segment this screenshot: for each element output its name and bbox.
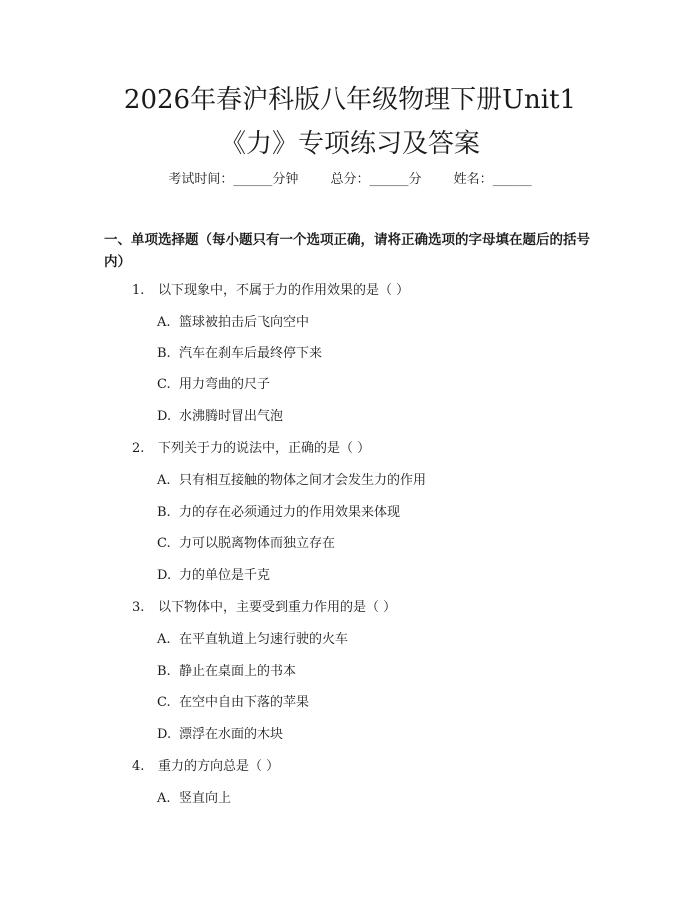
question-text: 以下现象中，不属于力的作用效果的是（ ） bbox=[158, 283, 410, 298]
exam-time: 考试时间：______分钟 bbox=[168, 172, 299, 187]
exam-score: 总分：______分 bbox=[330, 172, 422, 187]
option-letter: A. bbox=[157, 315, 171, 330]
option-letter: B. bbox=[157, 505, 171, 520]
option-letter: C. bbox=[157, 377, 171, 392]
question-2 bbox=[132, 440, 370, 458]
option-text: 篮球被拍击后飞向空中 bbox=[179, 315, 310, 330]
exam-name: 姓名：______ bbox=[453, 172, 532, 187]
option-3d bbox=[157, 726, 283, 744]
question-number: 2. bbox=[132, 441, 145, 456]
option-text: 在平直轨道上匀速行驶的火车 bbox=[179, 632, 349, 647]
option-text: 汽车在刹车后最终停下来 bbox=[179, 346, 323, 361]
option-text: 竖直向上 bbox=[179, 791, 232, 806]
question-3 bbox=[132, 599, 396, 617]
option-text: 水沸腾时冒出气泡 bbox=[179, 409, 284, 424]
option-letter: A. bbox=[157, 791, 171, 806]
option-text: 在空中自由下落的苹果 bbox=[179, 695, 310, 710]
option-text: 静止在桌面上的书本 bbox=[179, 664, 297, 679]
option-text: 漂浮在水面的木块 bbox=[179, 727, 284, 742]
option-1a bbox=[157, 314, 309, 332]
option-2c bbox=[157, 535, 335, 553]
option-1b bbox=[157, 345, 322, 363]
option-2a bbox=[157, 472, 426, 490]
question-number: 4. bbox=[132, 759, 145, 774]
option-4a bbox=[157, 790, 231, 808]
question-number: 3. bbox=[132, 600, 145, 615]
option-letter: A. bbox=[157, 632, 171, 647]
option-3b bbox=[157, 663, 296, 681]
page-title-line1: 2026年春沪科版八年级物理下册Unit1 bbox=[123, 85, 577, 115]
question-text: 以下物体中，主要受到重力作用的是（ ） bbox=[158, 600, 397, 615]
option-text: 只有相互接触的物体之间才会发生力的作用 bbox=[179, 473, 427, 488]
question-1 bbox=[132, 282, 409, 300]
option-letter: B. bbox=[157, 664, 171, 679]
question-4 bbox=[132, 758, 279, 776]
option-letter: B. bbox=[157, 346, 171, 361]
option-letter: D. bbox=[157, 568, 172, 583]
option-text: 力的单位是千克 bbox=[179, 568, 271, 583]
page-title-line2: 《力》专项练习及答案 bbox=[219, 129, 480, 159]
option-letter: A. bbox=[157, 473, 171, 488]
option-3c bbox=[157, 694, 309, 712]
option-letter: D. bbox=[157, 727, 172, 742]
option-1d bbox=[157, 408, 283, 426]
option-letter: C. bbox=[157, 695, 171, 710]
option-2b bbox=[157, 504, 400, 522]
question-text: 重力的方向总是（ ） bbox=[158, 759, 280, 774]
option-text: 力可以脱离物体而独立存在 bbox=[179, 536, 336, 551]
option-text: 用力弯曲的尺子 bbox=[179, 377, 271, 392]
question-text: 下列关于力的说法中，正确的是（ ） bbox=[158, 441, 371, 456]
option-letter: D. bbox=[157, 409, 172, 424]
option-2d bbox=[157, 567, 270, 585]
option-1c bbox=[157, 376, 270, 394]
option-letter: C. bbox=[157, 536, 171, 551]
section-heading: 一、单项选择题（每小题只有一个选项正确，请将正确选项的字母填在题后的括号内） bbox=[104, 232, 590, 270]
exam-meta bbox=[0, 171, 700, 189]
question-number: 1. bbox=[132, 283, 145, 298]
option-3a bbox=[157, 631, 348, 649]
option-text: 力的存在必须通过力的作用效果来体现 bbox=[179, 505, 401, 520]
